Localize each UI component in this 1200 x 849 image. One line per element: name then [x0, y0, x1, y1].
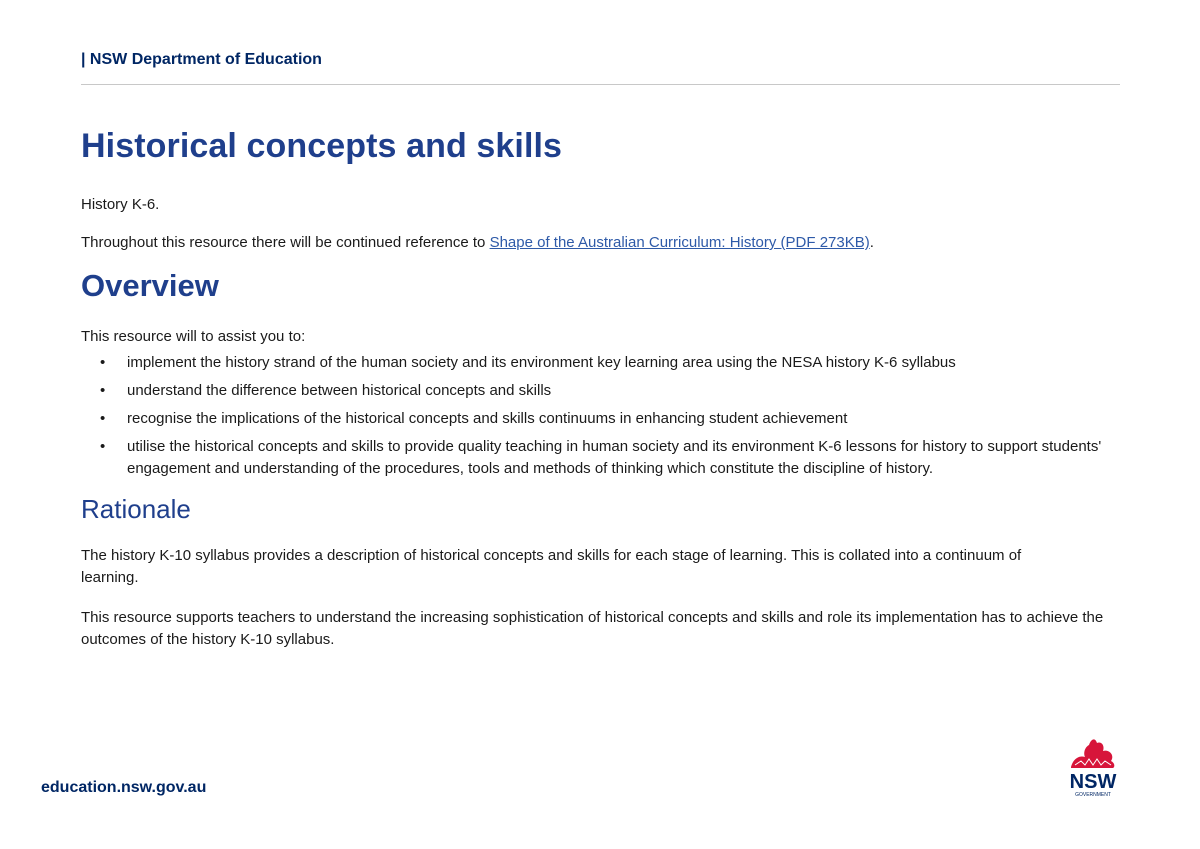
logo-word: NSW — [1069, 771, 1117, 793]
rationale-paragraph-1: The history K-10 syllabus provides a description of historical concepts and skills for each stage of learning. This is collated into a continuum of learning. — [81, 547, 1022, 586]
overview-heading: Overview — [81, 268, 219, 303]
list-item-text: understand the difference between historical concepts and skills — [127, 382, 552, 399]
logo-sub: GOVERNMENT — [1075, 792, 1111, 798]
bullet-glyph: • — [100, 438, 106, 455]
bullet-glyph: • — [100, 382, 106, 399]
nsw-government-logo-icon — [1063, 735, 1123, 799]
main-content — [81, 124, 1121, 651]
footer-url: education.nsw.gov.au — [41, 779, 207, 796]
list-item-text: implement the history strand of the human society and its environment key learning area using the NESA history K-6 syllabus — [127, 354, 956, 371]
rationale-heading: Rationale — [81, 494, 191, 524]
curriculum-pdf-link[interactable]: Shape of the Australian Curriculum: History (PDF 273KB) — [489, 234, 870, 251]
list-item-text: recognise the implications of the historical concepts and skills continuums in enhancing student achievement — [127, 410, 848, 427]
subtitle: History K-6. — [81, 196, 160, 213]
bullet-glyph: • — [100, 354, 106, 371]
list-item — [81, 380, 1127, 402]
list-item — [81, 352, 1127, 374]
list-item-text: utilise the historical concepts and skills to provide quality teaching in human society and its environment K-6 lessons for history to support students' engagement and understanding of the procedures, tools and methods of thinking which constitute the discipline of history. — [127, 438, 1102, 477]
department-header: | NSW Department of Education — [81, 51, 322, 68]
header-divider — [81, 84, 1120, 85]
overview-intro: This resource will to assist you to: — [81, 328, 306, 345]
reference-prefix: Throughout this resource there will be continued reference to — [81, 234, 490, 251]
reference-suffix: . — [869, 234, 874, 251]
bullet-glyph: • — [100, 410, 106, 427]
rationale-paragraph-2: This resource supports teachers to understand the increasing sophistication of historical concepts and skills and role its implementation has to achieve the outcomes of the history K-10 syllabus. — [81, 609, 1104, 648]
page-title: Historical concepts and skills — [81, 127, 563, 165]
reference-paragraph — [81, 232, 1121, 254]
waratah-flower-icon — [1071, 739, 1114, 768]
list-item — [81, 436, 1127, 480]
overview-list — [81, 352, 1121, 480]
list-item — [81, 408, 1127, 430]
